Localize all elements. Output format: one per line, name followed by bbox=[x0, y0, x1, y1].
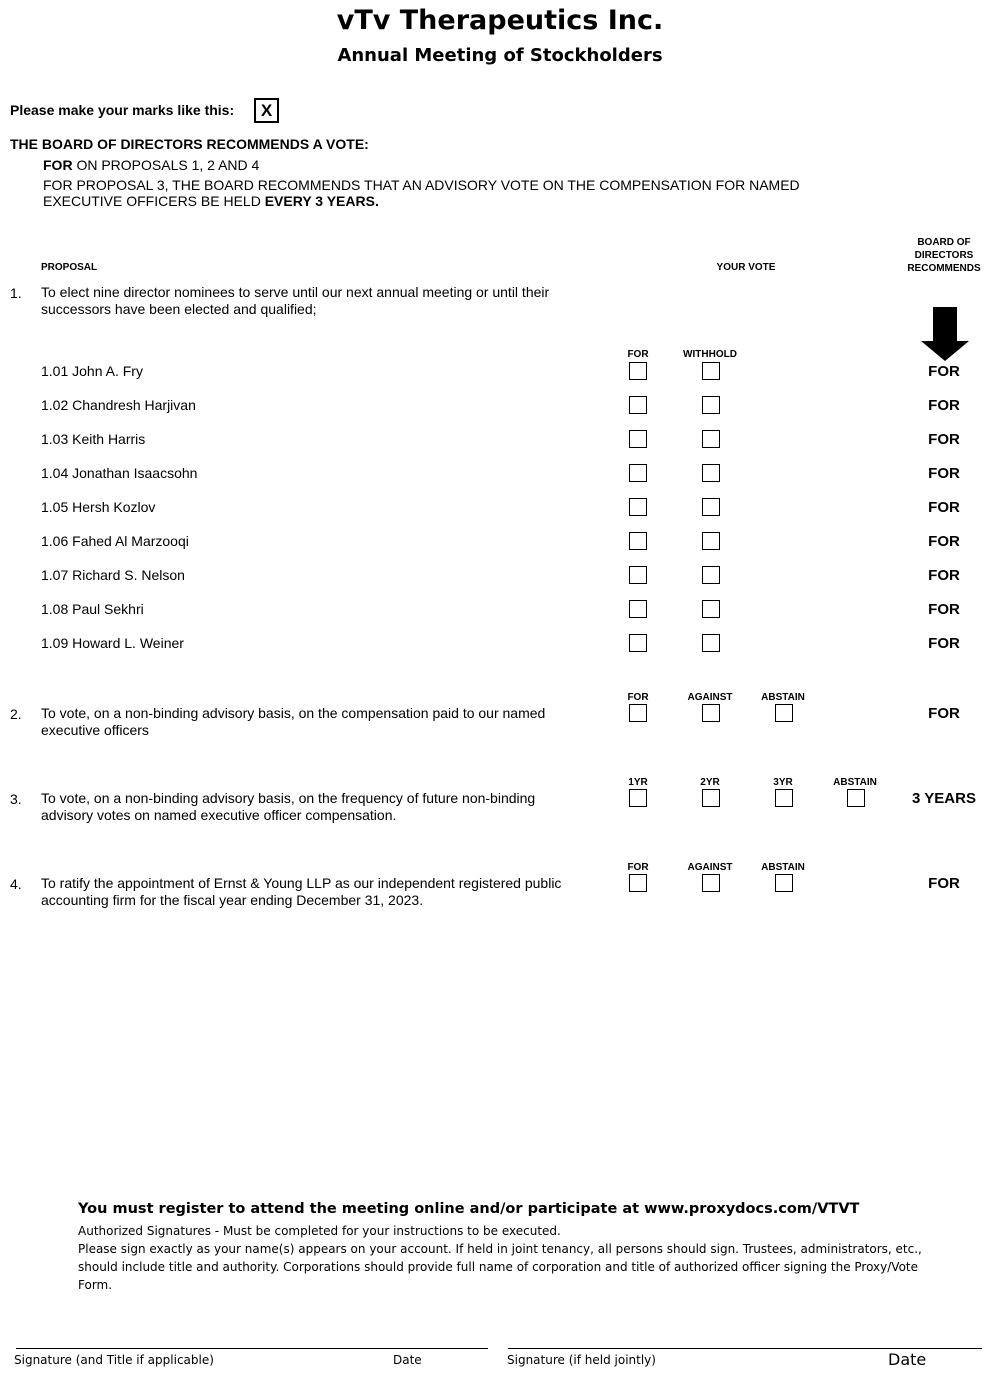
nominee-name: 1.08 Paul Sekhri bbox=[41, 601, 144, 617]
nominee-withhold-checkbox[interactable] bbox=[702, 362, 720, 380]
nominee-board-recommendation: FOR bbox=[928, 363, 960, 380]
proposal-1-text: To elect nine director nominees to serve until our next annual meeting or until their successors have been elected and qualified; bbox=[41, 284, 550, 317]
p4-against-checkbox[interactable] bbox=[702, 874, 720, 892]
nominee-withhold-checkbox[interactable] bbox=[702, 532, 720, 550]
nominee-withhold-checkbox[interactable] bbox=[702, 396, 720, 414]
proposal-1-number: 1. bbox=[10, 285, 22, 301]
p3-abstain-checkbox[interactable] bbox=[847, 789, 865, 807]
proposal-2-text: To vote, on a non-binding advisory basis, on the compensation paid to our named executive officers bbox=[41, 705, 546, 738]
nominee-board-recommendation: FOR bbox=[928, 499, 960, 516]
p4-for-checkbox[interactable] bbox=[629, 874, 647, 892]
nominee-withhold-checkbox[interactable] bbox=[702, 464, 720, 482]
p2-label-against: AGAINST bbox=[687, 692, 733, 703]
p2-label-abstain: ABSTAIN bbox=[761, 692, 805, 703]
p1-label-withhold: WITHHOLD bbox=[683, 349, 737, 360]
nominee-board-recommendation: FOR bbox=[928, 533, 960, 550]
signature-2-label: Signature (if held jointly) bbox=[507, 1353, 656, 1367]
nominee-withhold-checkbox[interactable] bbox=[702, 498, 720, 516]
nominee-for-checkbox[interactable] bbox=[629, 532, 647, 550]
date-1-label: Date bbox=[393, 1353, 422, 1367]
p4-board-recommendation: FOR bbox=[928, 875, 960, 892]
p3-2yr-checkbox[interactable] bbox=[702, 789, 720, 807]
p2-board-recommendation: FOR bbox=[928, 705, 960, 722]
nominee-name: 1.04 Jonathan Isaacsohn bbox=[41, 465, 198, 481]
authorized-signatures-text bbox=[78, 1222, 938, 1294]
nominee-for-checkbox[interactable] bbox=[629, 634, 647, 652]
proposal-column-header: PROPOSAL bbox=[41, 262, 98, 273]
nominee-name: 1.09 Howard L. Weiner bbox=[41, 635, 184, 651]
nominee-for-checkbox[interactable] bbox=[629, 362, 647, 380]
register-notice: You must register to attend the meeting online and/or participate at www.proxydocs.com/VTVT bbox=[78, 1201, 860, 1217]
proposal-4-number: 4. bbox=[10, 876, 22, 892]
nominee-for-checkbox[interactable] bbox=[629, 600, 647, 618]
p3-board-recommendation: 3 YEARS bbox=[912, 790, 976, 807]
nominee-board-recommendation: FOR bbox=[928, 465, 960, 482]
nominee-board-recommendation: FOR bbox=[928, 397, 960, 414]
signature-line-1[interactable] bbox=[16, 1348, 488, 1349]
recommend-line-1 bbox=[43, 157, 259, 173]
p3-label-1yr: 1YR bbox=[628, 777, 648, 788]
nominee-name: 1.03 Keith Harris bbox=[41, 431, 146, 447]
board-recommends-column-header: BOARD OF DIRECTORS RECOMMENDS bbox=[907, 237, 981, 274]
p4-label-abstain: ABSTAIN bbox=[761, 862, 805, 873]
nominee-for-checkbox[interactable] bbox=[629, 464, 647, 482]
nominee-name: 1.05 Hersh Kozlov bbox=[41, 499, 156, 515]
date-2-label: Date bbox=[888, 1350, 927, 1369]
nominee-withhold-checkbox[interactable] bbox=[702, 634, 720, 652]
p1-label-for: FOR bbox=[627, 349, 649, 360]
proposal-4-text: To ratify the appointment of Ernst & Young LLP as our independent registered public accounting firm for the fiscal year ending December 31, 2023. bbox=[41, 875, 562, 908]
recommend-for-bold: FOR bbox=[43, 157, 73, 173]
p2-label-for: FOR bbox=[627, 692, 649, 703]
nominee-withhold-checkbox[interactable] bbox=[702, 566, 720, 584]
p2-against-checkbox[interactable] bbox=[702, 704, 720, 722]
signature-1-label: Signature (and Title if applicable) bbox=[14, 1353, 214, 1367]
nominee-withhold-checkbox[interactable] bbox=[702, 600, 720, 618]
p2-abstain-checkbox[interactable] bbox=[775, 704, 793, 722]
recommend-line-1-rest: ON PROPOSALS 1, 2 AND 4 bbox=[72, 157, 260, 173]
meeting-subtitle: Annual Meeting of Stockholders bbox=[337, 45, 663, 66]
recommend-line-3-start: EXECUTIVE OFFICERS BE HELD bbox=[43, 193, 265, 209]
p3-3yr-checkbox[interactable] bbox=[775, 789, 793, 807]
nominee-name: 1.02 Chandresh Harjivan bbox=[41, 397, 196, 413]
p3-1yr-checkbox[interactable] bbox=[629, 789, 647, 807]
nominee-board-recommendation: FOR bbox=[928, 567, 960, 584]
nominee-name: 1.07 Richard S. Nelson bbox=[41, 567, 185, 583]
nominee-board-recommendation: FOR bbox=[928, 601, 960, 618]
signature-line-2[interactable] bbox=[508, 1348, 982, 1349]
recommend-line-3-bold: EVERY 3 YEARS. bbox=[264, 193, 379, 209]
nominee-withhold-checkbox[interactable] bbox=[702, 430, 720, 448]
nominee-board-recommendation: FOR bbox=[928, 635, 960, 652]
company-title: vTv Therapeutics Inc. bbox=[336, 5, 664, 36]
down-arrow-icon bbox=[921, 307, 969, 361]
nominee-for-checkbox[interactable] bbox=[629, 566, 647, 584]
p4-abstain-checkbox[interactable] bbox=[775, 874, 793, 892]
recommend-line-2: FOR PROPOSAL 3, THE BOARD RECOMMENDS THAT AN ADVISORY VOTE ON THE COMPENSATION FOR NAMED bbox=[43, 177, 800, 193]
board-recommends-heading: THE BOARD OF DIRECTORS RECOMMENDS A VOTE: bbox=[10, 136, 369, 152]
marks-instruction: Please make your marks like this: bbox=[10, 102, 235, 118]
p4-label-against: AGAINST bbox=[687, 862, 733, 873]
authorized-signatures-line: Authorized Signatures - Must be completed for your instructions to be executed. bbox=[78, 1224, 561, 1238]
nominee-for-checkbox[interactable] bbox=[629, 396, 647, 414]
mark-example-box: X bbox=[254, 98, 279, 123]
nominee-name: 1.01 John A. Fry bbox=[41, 363, 143, 379]
p2-for-checkbox[interactable] bbox=[629, 704, 647, 722]
nominee-name: 1.06 Fahed Al Marzooqi bbox=[41, 533, 189, 549]
proposal-3-text: To vote, on a non-binding advisory basis, on the frequency of future non-binding advisory votes on named executive officer compensation. bbox=[41, 790, 536, 823]
nominee-for-checkbox[interactable] bbox=[629, 498, 647, 516]
your-vote-column-header: YOUR VOTE bbox=[716, 262, 776, 273]
p3-label-abstain: ABSTAIN bbox=[833, 777, 877, 788]
nominee-for-checkbox[interactable] bbox=[629, 430, 647, 448]
recommend-line-3 bbox=[43, 193, 379, 209]
p4-label-for: FOR bbox=[627, 862, 649, 873]
p3-label-3yr: 3YR bbox=[773, 777, 793, 788]
nominee-board-recommendation: FOR bbox=[928, 431, 960, 448]
proposal-2-number: 2. bbox=[10, 706, 22, 722]
p3-label-2yr: 2YR bbox=[700, 777, 720, 788]
sign-instructions: Please sign exactly as your name(s) appears on your account. If held in joint tenancy, all persons should sign. Trustees, administrators, etc., should include title and authority. Corporations should provide full name of corporation and title of authorized officer signing the Proxy/Vote Form. bbox=[78, 1242, 922, 1292]
proposal-3-number: 3. bbox=[10, 791, 22, 807]
